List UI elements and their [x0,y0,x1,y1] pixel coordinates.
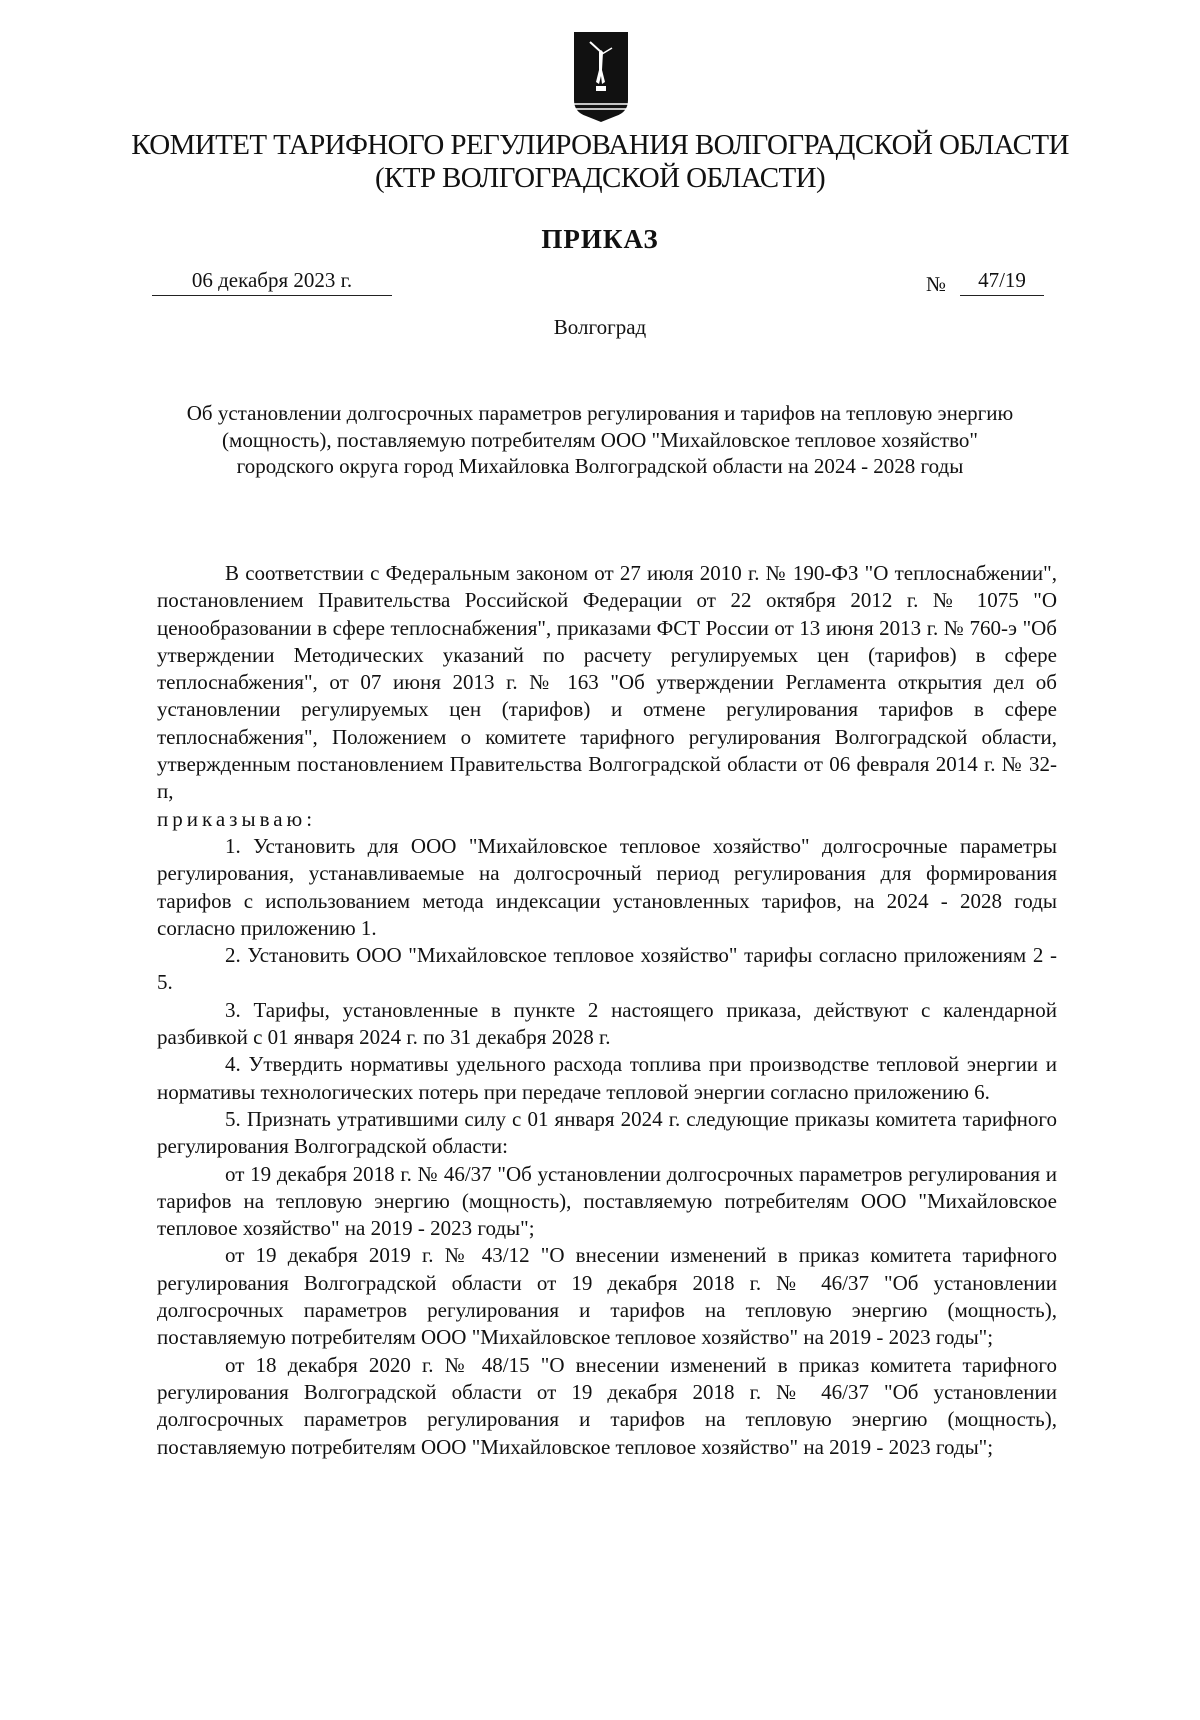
document-city: Волгоград [553,315,647,339]
item-4: 4. Утвердить нормативы удельного расхода топлива при производстве тепловой энергии и нормативы технологических потерь при передаче тепловой энергии согласно приложению 6. [157,1052,1057,1104]
document-subject: Об установлении долгосрочных параметров регулирования и тарифов на тепловую энергию (мощность), поставляемую потребителям ООО "Михайловское тепловое хозяйство" городского округа город Михайловка Волгоградской области на 2024 - 2028 годы [186,401,1014,478]
repealed-order-3: от 18 декабря 2020 г. № 48/15 "О внесении изменений в приказ комитета тарифного регулирования Волгоградской области от 19 декабря 2018 г. № 46/37 "Об установлении долгосрочных параметров регулирования и тарифов на тепловую энергию (мощность), поставляемую потребителям ООО "Михайловское тепловое хозяйство" на 2019 - 2023 годы"; [157,1352,1057,1459]
organization-short-name: (КТР ВОЛГОГРАДСКОЙ ОБЛАСТИ) [374,162,826,194]
item-3: 3. Тарифы, установленные в пункте 2 настоящего приказа, действуют с календарной разбивкой с 01 января 2024 г. по 31 декабря 2028 г. [157,997,1057,1050]
document-date: 06 декабря 2023 г. [152,268,392,296]
repealed-order-2: от 19 декабря 2019 г. № 43/12 "О внесении изменений в приказ комитета тарифного регулирования Волгоградской области от 19 декабря 2018 г. № 46/37 "Об установлении долгосрочных параметров регулирования и тарифов на тепловую энергию (мощность), поставляемую потребителям ООО "Михайловское тепловое хозяйство" на 2019 - 2023 годы"; [157,1243,1057,1350]
preamble-paragraph: В соответствии с Федеральным законом от 27 июля 2010 г. № 190-ФЗ "О теплоснабжении", постановлением Правительства Российской Федерации от 22 октября 2012 г. № 1075 "О ценообразовании в сфере теплоснабжения", приказами ФСТ России от 13 июня 2013 г. № 760-э "Об утверждении Методических указаний по расчету регулируемых цен (тарифов) в сфере теплоснабжения", от 07 июня 2013 г. № 163 "Об утверждении Регламента открытия дел об установлении регулируемых цен (тарифов) и отмене регулирования тарифов в сфере теплоснабжения", Положением о комитете тарифного регулирования Волгоградской области, утвержденным постановлением Правительства Волгоградской области от 06 февраля 2014 г. № 32-п, [157,561,1057,804]
item-1: 1. Установить для ООО "Михайловское тепловое хозяйство" долгосрочные параметры регулирования, устанавливаемые на долгосрочный период регулирования для формирования тарифов с использованием метода индексации установленных тарифов, на 2024 - 2028 годы согласно приложению 1. [157,833,1057,940]
document-type: ПРИКАЗ [541,224,659,254]
item-5: 5. Признать утратившими силу с 01 января 2024 г. следующие приказы комитета тарифного регулирования Волгоградской области: [157,1106,1057,1159]
item-2: 2. Установить ООО "Михайловское тепловое хозяйство" тарифы согласно приложениям 2 - 5. [157,943,1057,995]
organization-name: КОМИТЕТ ТАРИФНОГО РЕГУЛИРОВАНИЯ ВОЛГОГРАДСКОЙ ОБЛАСТИ [131,129,1069,161]
document-body [157,560,1057,1461]
volgograd-emblem-icon [572,30,630,124]
order-word: приказываю: [157,806,317,831]
document-number-label: № [926,272,947,296]
repealed-order-1: от 19 декабря 2018 г. № 46/37 "Об установлении долгосрочных параметров регулирования и тарифов на тепловую энергию (мощность), поставляемую потребителям ООО "Михайловское тепловое хозяйство" на 2019 - 2023 годы"; [157,1161,1057,1241]
document-number: 47/19 [960,268,1044,296]
